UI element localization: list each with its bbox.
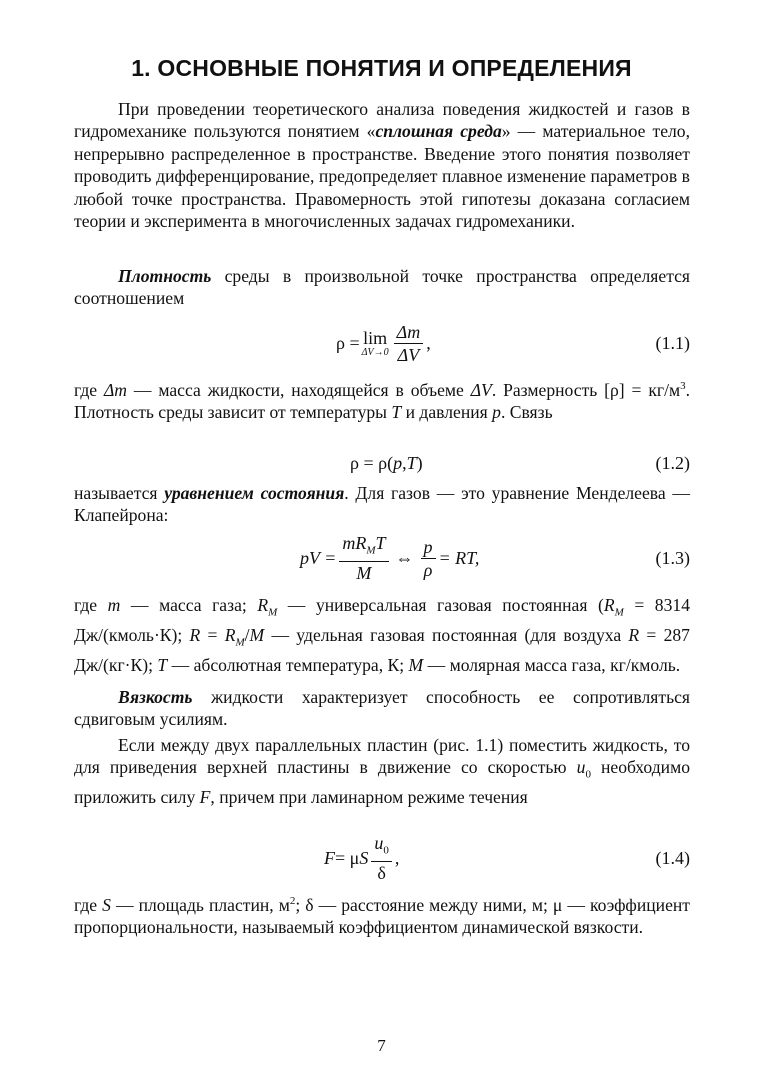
paragraph-dynamic-viscosity: где S — площадь пластин, $м^2$; δ — расстояние между ними, м; μ — коэффициент пропорциональности, называемый коэффициентом динамической вязкости. [74,894,690,938]
equation-number: (1.2) [655,452,690,473]
equation-number: (1.4) [655,847,690,868]
paragraph-continuum: При проведении теоретического анализа поведения жидкостей и газов в гидромеханике пользуются понятием «сплошная среда» — материальное тело, непрерывно распределенное в пространстве. Введение этого понятия позволяет проводить дифференцирование, предопределяет плавное изменение параметров в любой точке пространства. Правомерность этой гипотезы доказана согласием теории и эксперимента в многочисленных задачах гидромеханики. [74,99,691,232]
equation-1-2: ρ = ρ( p , T ) (1.2) [74,446,690,480]
equation-1-1: ρ = lim ΔV→0 $\frac{\Delta m}{\Delta V}$ , (1.1) [74,313,690,373]
equation-1-3: pV = $\frac{mR_MT}{M}$ ⇔ $\frac{p}{\rho}$ = RT, (1.3) [74,528,690,588]
term-state-equation: уравнением состояния [164,483,345,503]
term-viscosity: Вязкость [118,687,193,707]
paragraph-plates: Если между двух параллельных пластин (рис. 1.1) поместить жидкость, то для приведения верхней пластины в движение со скоростью $u_0$ необходимо приложить силу F, причем при ламинарном режиме течения [74,735,691,808]
equation-number: (1.3) [655,547,690,568]
equation-number: (1.1) [655,332,690,353]
paragraph-density: Плотность среды в произвольной точке пространства определяется соотношением [74,266,690,309]
paragraph-gas-constants: где m — масса газа; $R_M$ — универсальная газовая постоянная ($R_M = 8314$ Дж/(кмоль·К); $R = R_M/M$ — удельная газовая постоянная (для воздуха R = 287 Дж/(кг·К); T — абсолютная температура, К; M — молярная масса газа, кг/кмоль. [74,595,690,675]
term-continuum: сплошная среда [375,121,502,142]
page-number: 7 [377,1036,386,1055]
paragraph-viscosity: Вязкость жидкости характеризует способность ее сопротивляться сдвиговым усилиям. [74,687,690,730]
term-density: Плотность [118,266,212,286]
paragraph-state-equation: называется уравнением состояния. Для газов — это уравнение Менделеева — Клапейрона: [74,483,691,526]
equation-1-4: F = μ S $\frac{u_0}{\delta}$ , (1.4) [74,828,690,888]
section-heading: 1. ОСНОВНЫЕ ПОНЯТИЯ И ОПРЕДЕЛЕНИЯ [131,55,632,81]
paragraph-dimension: где Δm — масса жидкости, находящейся в объеме ΔV. Размерность $[\rho] = кг/м^3$. Плотность среды зависит от температуры T и давления p. Связь [74,379,691,423]
